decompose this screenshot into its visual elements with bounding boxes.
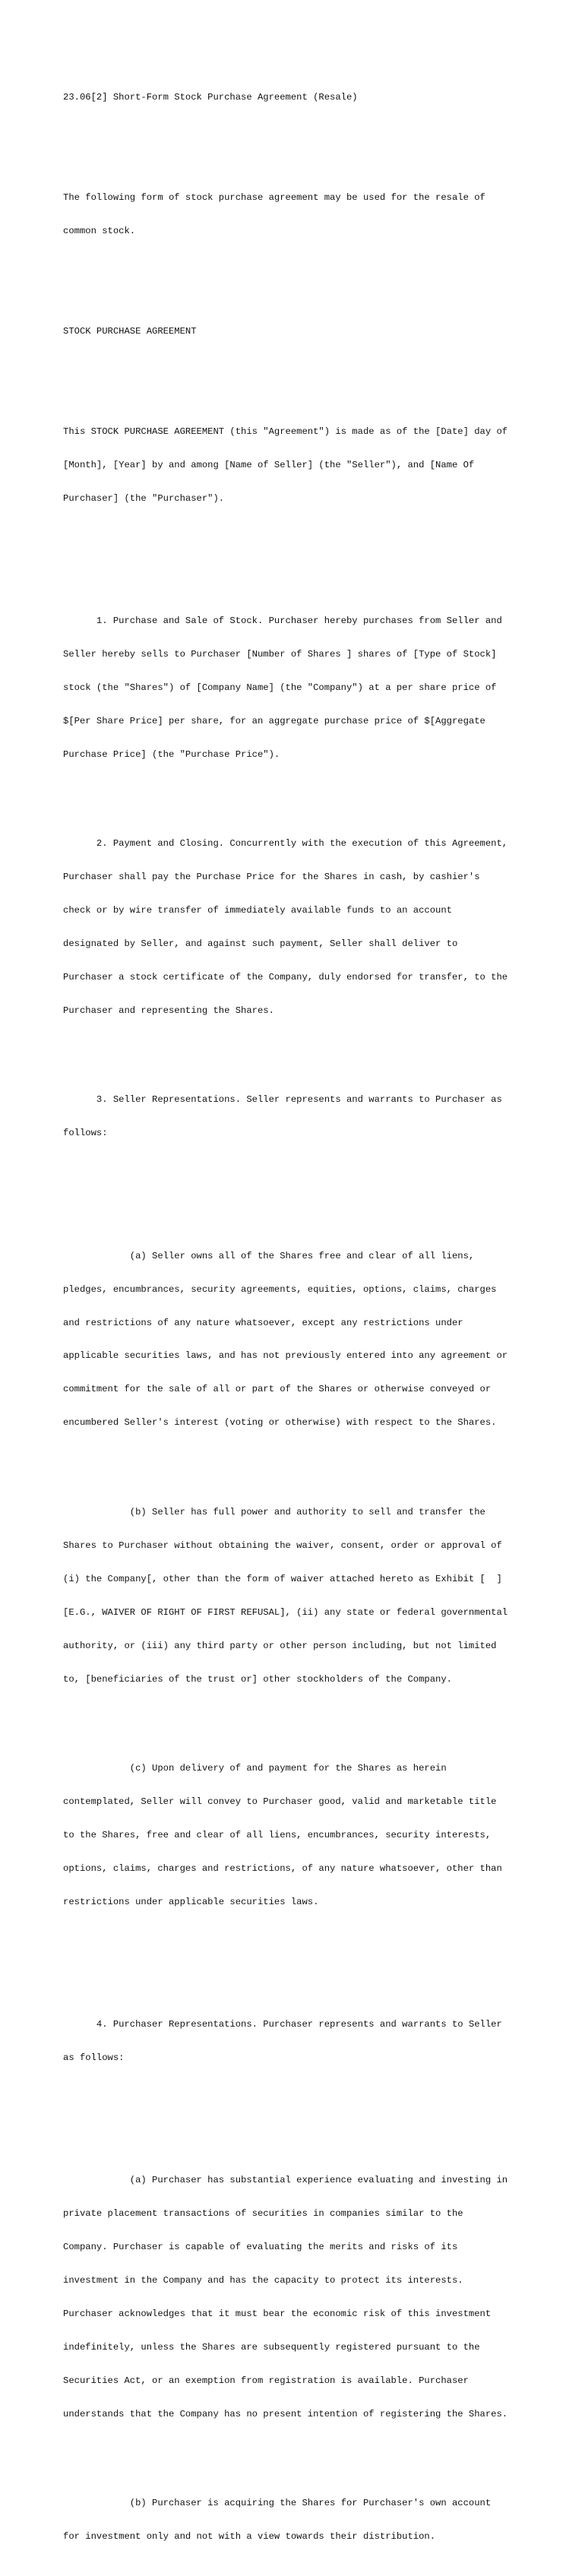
section-line: 4. Purchaser Representations. Purchaser represents and warrants to Seller [63,2018,502,2030]
section-line: Shares to Purchaser without obtaining the waiver, consent, order or approval of [63,1540,502,1551]
section-line: Seller hereby sells to Purchaser [Number of Shares ] shares of [Type of Stock] [63,649,497,660]
spacer [63,1184,528,1195]
section-3a [63,1228,528,1451]
section-line: and restrictions of any nature whatsoever, except any restrictions under [63,1317,463,1328]
section-line: commitment for the sale of all or part of the Shares or otherwise conveyed or [63,1384,492,1395]
preamble-paragraph [63,404,528,527]
section-line: Purchase Price] (the "Purchase Price"). [63,749,280,761]
section-line: (i) the Company[, other than the form of waiver attached hereto as Exhibit [ ] [63,1573,502,1584]
section-line: (a) Seller owns all of the Shares free and clear of all liens, [63,1250,475,1261]
section-line: (a) Purchaser has substantial experience evaluating and investing in [63,2175,508,2186]
section-line: to the Shares, free and clear of all liens, encumbrances, security interests, [63,1829,492,1840]
section-line: 3. Seller Representations. Seller represents and warrants to Purchaser as [63,1094,502,1106]
section-line: Purchaser a stock certificate of the Company, duly endorsed for transfer, to the [63,972,508,983]
section-3-seller-representations [63,1072,528,1161]
preamble-line: [Month], [Year] by and among [Name of Seller] (the "Seller"), and [Name Of [63,459,475,470]
agreement-title: STOCK PURCHASE AGREEMENT [63,326,197,337]
section-line: (c) Upon delivery of and payment for the Shares as herein [63,1762,447,1774]
section-line: applicable securities laws, and has not previously entered into any agreement or [63,1350,508,1362]
section-4a [63,2153,528,2442]
section-line: Purchaser and representing the Shares. [63,1005,274,1017]
section-line: indefinitely, unless the Shares are subsequently registered pursuant to the [63,2341,480,2353]
section-line: check or by wire transfer of immediately available funds to an account [63,905,452,916]
section-line: 1. Purchase and Sale of Stock. Purchaser hereby purchases from Seller and [63,616,502,627]
section-line: Purchaser acknowledges that it must bear the economic risk of this investment [63,2308,492,2319]
preamble-line: This STOCK PURCHASE AGREEMENT (this "Agreement") is made as of the [Date] day of [63,426,508,437]
section-line: encumbered Seller's interest (voting or otherwise) with respect to the Shares. [63,1417,497,1429]
section-line: restrictions under applicable securities laws. [63,1896,319,1907]
document-heading: 23.06[2] Short-Form Stock Purchase Agreement (Resale) [63,92,358,103]
section-line: follows: [63,1128,108,1139]
section-1-purchase-and-sale [63,593,528,783]
section-4b [63,2476,528,2565]
section-3c [63,1740,528,1929]
section-line: understands that the Company has no present intention of registering the Shares. [63,2408,508,2419]
section-line: authority, or (iii) any third party or other person including, but not limited [63,1640,497,1651]
section-line: Securities Act, or an exemption from registration is available. Purchaser [63,2375,469,2386]
section-line: private placement transactions of securities in companies similar to the [63,2208,463,2219]
spacer [63,359,528,371]
section-line: stock (the "Shares") of [Company Name] (the "Company") at a per share price of [63,682,497,694]
spacer [63,125,528,137]
section-line: [E.G., WAIVER OF RIGHT OF FIRST REFUSAL], (ii) any state or federal governmental [63,1606,508,1618]
intro-paragraph [63,170,528,259]
section-line: as follows: [63,2052,125,2063]
section-line: $[Per Share Price] per share, for an aggregate purchase price of $[Aggregate [63,716,485,727]
section-line: investment in the Company and has the capacity to protect its interests. [63,2274,463,2286]
section-line: contemplated, Seller will convey to Purchaser good, valid and marketable title [63,1796,497,1807]
section-line: pledges, encumbrances, security agreements, equities, options, claims, charges [63,1283,497,1295]
section-line: options, claims, charges and restrictions, of any nature whatsoever, other than [63,1862,502,1874]
document-page [63,70,528,2576]
section-line: (b) Seller has full power and authority to sell and transfer the [63,1506,485,1517]
section-4-purchaser-representations [63,1997,528,2086]
section-line: (b) Purchaser is acquiring the Shares for Purchaser's own account [63,2498,492,2509]
section-line: to, [beneficiaries of the trust or] other stockholders of the Company. [63,1673,452,1685]
section-2-payment-and-closing [63,816,528,1039]
intro-line: The following form of stock purchase agreement may be used for the resale of [63,192,485,204]
spacer [63,281,528,293]
section-3b [63,1484,528,1707]
section-line: designated by Seller, and against such payment, Seller shall deliver to [63,938,458,950]
section-line: Purchaser shall pay the Purchase Price for the Shares in cash, by cashier's [63,872,480,883]
intro-line: common stock. [63,226,136,237]
section-line: 2. Payment and Closing. Concurrently with the execution of this Agreement, [63,838,508,850]
spacer [63,2108,528,2119]
preamble-line: Purchaser] (the "Purchaser"). [63,492,225,504]
section-line: Company. Purchaser is capable of evaluating the merits and risks of its [63,2241,458,2252]
spacer [63,549,528,560]
spacer [63,1952,528,1964]
section-line: for investment only and not with a view towards their distribution. [63,2531,436,2543]
